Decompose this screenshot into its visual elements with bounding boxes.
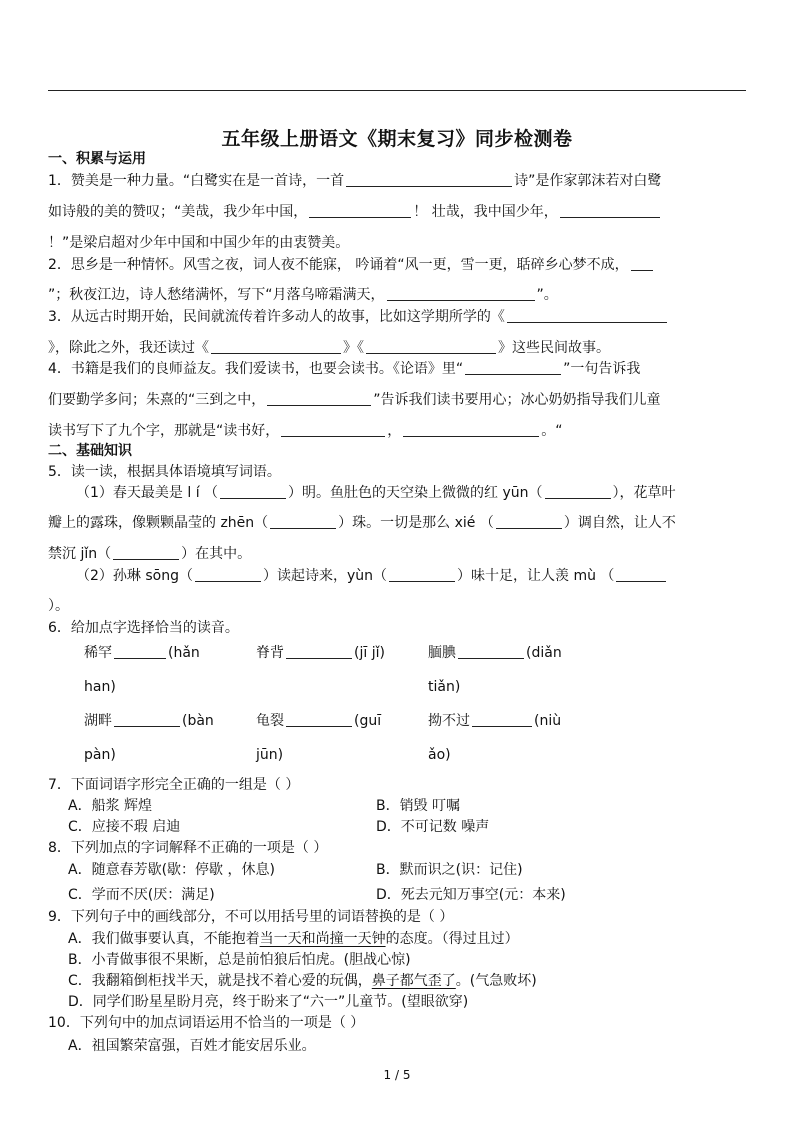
q3-text-b: 》，除此之外，我还读过《 [48, 340, 209, 356]
q3-text-d: 》这些民间故事。 [498, 340, 610, 356]
question-1-line-1 [48, 172, 661, 190]
q6-option: (guī [354, 713, 382, 729]
q6-blank[interactable] [472, 712, 532, 727]
q6-option: (bàn [182, 713, 214, 729]
q5-text: ）在其中。 [181, 546, 252, 562]
q5-blank-xie[interactable] [496, 514, 562, 529]
q5-text: （1）春天最美是 l í （ [76, 485, 219, 501]
q9-option-a[interactable] [68, 930, 519, 948]
q7-option-b[interactable]: B．销毁 叮嘱 [376, 798, 461, 814]
q5-blank-yun[interactable] [545, 484, 611, 499]
q6-word: 腼腆 [428, 645, 456, 661]
question-2-line-2 [48, 286, 558, 304]
question-1-line-2 [48, 203, 662, 221]
q3-text-c: 》《 [343, 340, 364, 356]
q5-text: ）珠。一切是那么 xié （ [338, 515, 494, 531]
q5-text: ）明。鱼肚色的天空染上微微的红 yūn（ [288, 485, 543, 501]
q4-text-g: 。“ [541, 423, 563, 439]
q6-item-3 [428, 644, 562, 662]
q1-text-c: 如诗般的美的赞叹；“美哉，我少年中国， [48, 204, 308, 220]
q9-option-b[interactable]: B．小青做事很不果断，总是前怕狼后怕虎。(胆战心惊) [68, 952, 411, 968]
q4-text-d: ”告诉我们读书要用心；冰心奶奶指导我们儿童 [373, 392, 661, 408]
q6-item-2 [256, 644, 385, 662]
q6-item-1-option-2: han) [84, 679, 116, 695]
section-heading-2: 二、基础知识 [48, 443, 132, 459]
q2-text-c: ”。 [536, 287, 558, 303]
q9-a-underlined: 当一天和尚撞一天钟 [259, 931, 386, 947]
q7-option-d[interactable]: D．不可记数 噪声 [376, 819, 490, 835]
q3-text-a: 3．从远古时期开始，民间就流传着许多动人的故事，比如这学期所学的《 [48, 309, 505, 325]
q6-blank[interactable] [286, 644, 352, 659]
q5-blank-zhen[interactable] [270, 514, 336, 529]
q6-blank[interactable] [286, 712, 352, 727]
q2-blank-2[interactable] [387, 286, 535, 301]
q6-word: 龟裂 [256, 713, 284, 729]
header-rule [48, 90, 746, 91]
q6-option: (hǎn [168, 645, 200, 661]
q6-option: (niù [534, 713, 562, 729]
q1-text-a: 1．赞美是一种力量。“白鹭实在是一首诗，一首 [48, 173, 345, 189]
q4-blank-1[interactable] [465, 360, 561, 375]
q8-option-c[interactable]: C．学而不厌(厌：满足) [68, 887, 215, 903]
q6-blank[interactable] [458, 644, 524, 659]
q7-option-a[interactable]: A．船浆 辉煌 [68, 798, 153, 814]
section-heading-1: 一、积累与运用 [48, 151, 146, 167]
q4-blank-2[interactable] [267, 391, 371, 406]
q2-text-b: ”；秋夜江边，诗人愁绪满怀，写下“月落乌啼霜满天， [48, 287, 385, 303]
q7-option-c[interactable]: C．应接不瑕 启迪 [68, 819, 181, 835]
q6-item-6-option-2: ǎo) [428, 747, 451, 763]
question-3-line-1 [48, 308, 669, 326]
q3-blank-1[interactable] [507, 308, 667, 323]
question-4-line-3 [48, 422, 563, 440]
q4-text-f: ， [387, 423, 402, 439]
q6-item-5-option-2: jūn) [256, 747, 284, 763]
question-4-line-2 [48, 391, 661, 409]
q6-item-5 [256, 712, 381, 730]
q8-option-b[interactable]: B．默而识之(识：记住) [376, 862, 523, 878]
q5-blank-yun2[interactable] [389, 567, 455, 582]
q6-blank[interactable] [114, 644, 166, 659]
q1-blank-3[interactable] [560, 203, 660, 218]
q4-blank-3[interactable] [281, 422, 385, 437]
q5-blank-song[interactable] [195, 567, 261, 582]
q9-c-underlined: 鼻子都气歪了 [371, 973, 456, 989]
q1-blank-1[interactable] [346, 172, 512, 187]
question-6-stem: 6．给加点字选择恰当的读音。 [48, 620, 239, 636]
q4-text-b: ”一句告诉我 [563, 361, 641, 377]
q9-option-d[interactable]: D．同学们盼星星盼月亮，终于盼来了“六一”儿童节。(望眼欲穿) [68, 994, 469, 1010]
q6-word: 稀罕 [84, 645, 112, 661]
q6-blank[interactable] [114, 712, 180, 727]
q5-text: ）味十足，让人羡 mù （ [457, 568, 615, 584]
q6-option: (jī jǐ) [354, 645, 385, 661]
q9-option-c[interactable] [68, 972, 537, 990]
question-5-p1-line-2 [48, 514, 676, 532]
q8-option-d[interactable]: D．死去元知万事空(元：本来) [376, 887, 566, 903]
page-title: 五年级上册语文《期末复习》同步检测卷 [221, 128, 573, 150]
q5-text: ）调自然，让人不 [563, 515, 676, 531]
q4-blank-4[interactable] [403, 422, 539, 437]
q5-blank-jin[interactable] [113, 545, 179, 560]
question-5-p2-line-2: ）。 [48, 598, 69, 614]
question-3-line-2 [48, 339, 610, 357]
q2-blank-1[interactable] [631, 256, 653, 271]
question-7-stem: 7．下面词语字形完全正确的一组是（ ） [48, 777, 300, 793]
page-number: 1 / 5 [383, 1068, 411, 1082]
q5-blank-li[interactable] [220, 484, 286, 499]
q4-text-c: 们要勤学多问；朱熹的“三到之中， [48, 392, 266, 408]
q6-item-4-option-2: pàn) [84, 747, 116, 763]
q9-a-text: 的态度。（得过且过） [385, 931, 519, 947]
q5-text: 禁沉 jǐn（ [48, 546, 112, 562]
question-4-line-1 [48, 360, 640, 378]
q5-text: 瓣上的露珠，像颗颗晶莹的 zhēn（ [48, 515, 269, 531]
q1-text-b: 诗”是作家郭沫若对白鹭 [514, 173, 662, 189]
q6-item-6 [428, 712, 561, 730]
question-5-p2-line-1 [76, 567, 668, 585]
q6-option: (diǎn [526, 645, 562, 661]
question-1-line-3: ！”是梁启超对少年中国和中国少年的由衷赞美。 [48, 235, 350, 251]
question-8-stem: 8．下列加点的字词解释不正确的一项是（ ） [48, 840, 328, 856]
question-9-stem: 9．下列句子中的画线部分，不可以用括号里的词语替换的是（ ） [48, 909, 454, 925]
q6-item-1 [84, 644, 200, 662]
q6-word: 拗不过 [428, 713, 470, 729]
q9-c-text: 。(气急败坏) [455, 973, 537, 989]
q1-text-d: ！ 壮哉，我中国少年， [413, 204, 558, 220]
q5-text: ），花草叶 [612, 485, 676, 501]
q6-item-4 [84, 712, 214, 730]
question-5-p1-line-3 [48, 545, 251, 563]
q9-a-text: A．我们做事要认真，不能抱着 [68, 931, 260, 947]
q6-word: 脊背 [256, 645, 284, 661]
q4-text-e: 读书写下了九个字，那就是“读书好， [48, 423, 280, 439]
q5-text: ）读起诗来，yùn（ [262, 568, 388, 584]
q5-text: （2）孙琳 sōng（ [76, 568, 193, 584]
question-2-line-1 [48, 256, 655, 274]
q4-text-a: 4．书籍是我们的良师益友。我们爱读书，也要会读书。《论语》里“ [48, 361, 464, 377]
q3-blank-2[interactable] [211, 339, 341, 354]
question-5-p1-line-1 [76, 484, 676, 502]
q1-blank-2[interactable] [309, 203, 411, 218]
q6-word: 湖畔 [84, 713, 112, 729]
question-10-stem: 10．下列句中的加点词语运用不恰当的一项是（ ） [48, 1015, 365, 1031]
q10-option-a[interactable]: A．祖国繁荣富强，百姓才能安居乐业。 [68, 1038, 316, 1054]
q6-item-3-option-2: tiǎn) [428, 679, 461, 695]
q3-blank-3[interactable] [366, 339, 496, 354]
q5-blank-mu[interactable] [616, 567, 666, 582]
question-5-stem: 5．读一读，根据具体语境填写词语。 [48, 464, 281, 480]
q9-c-text: C．我翻箱倒柜找半天，就是找不着心爱的玩偶， [68, 973, 372, 989]
q8-option-a[interactable]: A．随意春芳歇(歇：停歇 ，休息) [68, 862, 275, 878]
q2-text-a: 2．思乡是一种情怀。风雪之夜，词人夜不能寐， 吟诵着“风一更，雪一更，聒碎乡心梦不成， [48, 257, 629, 273]
